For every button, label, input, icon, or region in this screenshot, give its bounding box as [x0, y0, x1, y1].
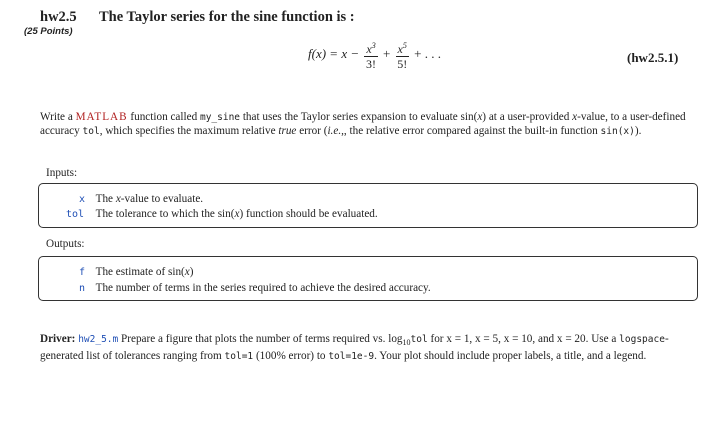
denominator-2: 5!: [397, 57, 408, 71]
intro-text: , the relative error compared against the built-in function: [343, 124, 601, 137]
output-item: [79, 266, 193, 278]
fraction-x5: [396, 39, 409, 71]
driver-text: (100% error) to: [253, 350, 329, 363]
equation-label: (hw2.5.1): [627, 50, 679, 65]
intro-text: that uses the Taylor series expansion to evaluate sin(: [240, 111, 478, 123]
equation-lhs: f(x) = x −: [308, 45, 360, 61]
function-name: my_sine: [199, 112, 241, 123]
driver-file: hw2_5.m: [78, 334, 119, 345]
outputs-box: [38, 256, 698, 301]
outputs-label: Outputs:: [46, 238, 85, 250]
code-logspace: logspace: [619, 334, 665, 345]
log-subscript: 10: [402, 338, 411, 348]
intro-text: , which specifies the maximum relative: [99, 124, 279, 137]
input-desc: -value to evaluate.: [120, 193, 204, 205]
emphasis-ie: i.e.,: [327, 124, 344, 137]
problem-title: The Taylor series for the sine function is :: [99, 9, 355, 25]
points-label: (25 Points): [24, 26, 73, 37]
intro-text: ) at a user-provided: [482, 111, 573, 123]
exponent: 3: [371, 41, 376, 50]
input-item: [66, 208, 378, 220]
intro-text: -value, to a user-defined accuracy: [40, 111, 686, 137]
code-sinx: sin(x): [600, 125, 635, 137]
inputs-box: [38, 183, 698, 228]
output-item: [79, 282, 431, 294]
numerator-1: $x^3$: [366, 41, 376, 56]
denominator-1: 3!: [366, 57, 377, 71]
driver-label: Driver:: [40, 333, 76, 345]
code-tol-start: tol=1: [224, 351, 254, 363]
input-desc: The: [95, 193, 116, 205]
output-var: n: [79, 283, 86, 294]
code-tol: tol: [410, 334, 428, 345]
math-x: x: [234, 208, 240, 220]
math-x: x: [477, 111, 483, 123]
exponent: 5: [402, 41, 407, 50]
driver-text: . Your plot should include proper labels, a title, and a legend.: [374, 350, 647, 363]
problem-number: hw2.5: [40, 9, 77, 25]
series-tail: + . . .: [414, 45, 441, 61]
numerator-2: $x^5$: [397, 41, 407, 56]
emphasis-true: true: [278, 124, 297, 137]
intro-paragraph: [40, 111, 692, 139]
output-desc: The number of terms in the series required to achieve the desired accuracy.: [95, 282, 431, 294]
output-desc: ): [189, 266, 194, 278]
driver-text: -generated list of tolerances ranging from: [40, 333, 669, 363]
code-tol: tol: [82, 125, 100, 137]
math-x: x: [572, 111, 578, 123]
plus-sign: +: [382, 45, 391, 61]
driver-paragraph: [40, 333, 692, 364]
taylor-equation: [308, 39, 441, 71]
math-x: x: [184, 266, 190, 278]
driver-text: for x = 1, x = 5, x = 10, and x = 20. Use a: [427, 333, 620, 345]
input-desc: The tolerance to which the sin(: [95, 208, 235, 220]
intro-text: function called: [127, 111, 200, 123]
input-item: [79, 193, 203, 205]
fraction-x3: [364, 39, 377, 71]
inputs-label: Inputs:: [46, 167, 78, 179]
matlab-logo-text: MATLAB: [75, 111, 128, 123]
intro-text: ).: [634, 124, 642, 137]
input-var: x: [79, 194, 86, 205]
driver-text: Prepare a figure that plots the number of terms required vs. log: [118, 333, 403, 345]
math-x: x: [115, 193, 121, 205]
code-tol-end: tol=1e-9: [328, 351, 375, 363]
output-desc: The estimate of sin(: [95, 266, 185, 278]
input-var: tol: [66, 209, 85, 220]
intro-text: Write a: [40, 111, 76, 123]
output-var: f: [79, 267, 86, 278]
input-desc: ) function should be evaluated.: [239, 208, 378, 220]
intro-text: error (: [296, 124, 328, 137]
